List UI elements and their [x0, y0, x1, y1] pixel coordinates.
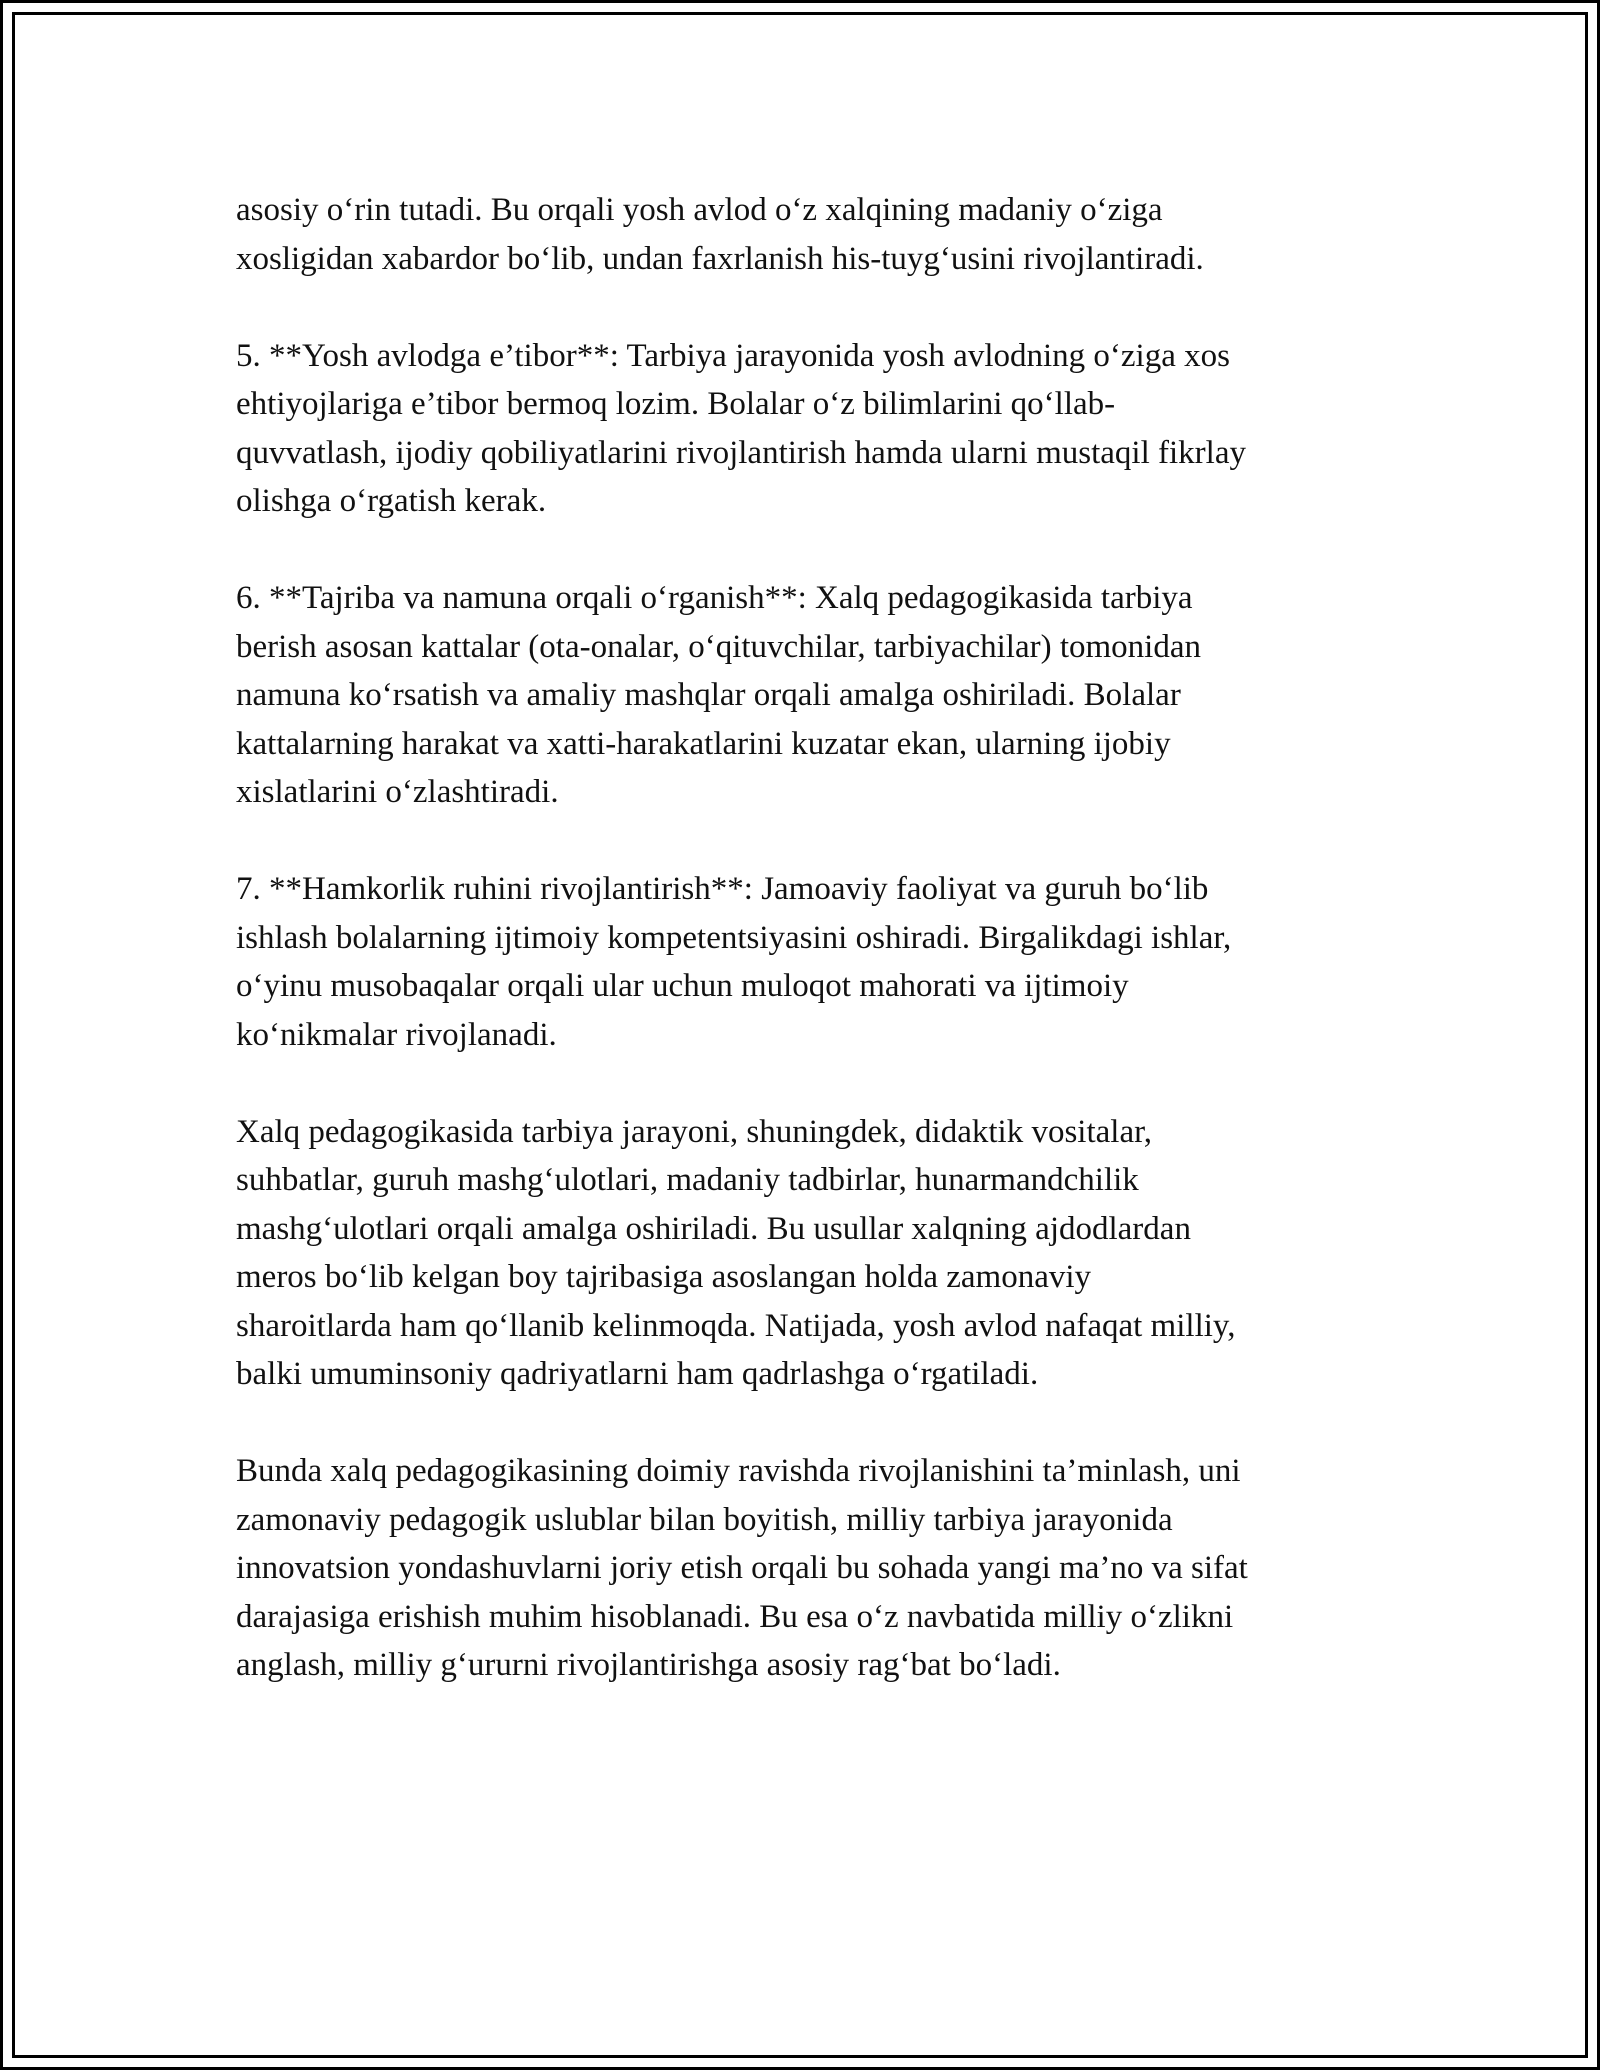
text-line: berish asosan kattalar (ota-onalar, o‘qituvchilar, tarbiyachilar) tomonidan	[236, 628, 1201, 665]
text-line: Bunda xalq pedagogikasining doimiy ravishda rivojlanishini ta’minlash, uni	[236, 1453, 1241, 1489]
text-line: anglash, milliy g‘ururni rivojlantirishga asosiy rag‘bat bo‘ladi.	[236, 1647, 1061, 1683]
paragraph-continuation	[236, 186, 1386, 283]
text-line: xosligidan xabardor bo‘lib, undan faxrlanish his-tuyg‘usini rivojlantiradi.	[236, 240, 1204, 277]
text-line: olishga o‘rgatish kerak.	[236, 483, 547, 519]
paragraph-methods	[236, 1108, 1386, 1399]
text-line: zamonaviy pedagogik uslublar bilan boyitish, milliy tarbiya jarayonida	[236, 1501, 1173, 1538]
text-line: namuna ko‘rsatish va amaliy mashqlar orqali amalga oshiriladi. Bolalar	[236, 677, 1181, 713]
text-line: 6. **Tajriba va namuna orqali o‘rganish**: Xalq pedagogikasida tarbiya	[236, 580, 1193, 616]
text-line: darajasiga erishish muhim hisoblanadi. Bu esa o‘z navbatida milliy o‘zlikni	[236, 1598, 1234, 1635]
document-body	[236, 186, 1386, 1738]
text-line: innovatsion yondashuvlarni joriy etish orqali bu sohada yangi ma’no va sifat	[236, 1550, 1248, 1586]
paragraph-conclusion	[236, 1447, 1386, 1690]
text-line: o‘yinu musobaqalar orqali ular uchun muloqot mahorati va ijtimoiy	[236, 968, 1129, 1004]
paragraph-item-5	[236, 332, 1386, 526]
text-line: xislatlarini o‘zlashtiradi.	[236, 774, 559, 810]
text-line: 5. **Yosh avlodga e’tibor**: Tarbiya jarayonida yosh avlodning o‘ziga xos	[236, 337, 1230, 374]
text-line: Xalq pedagogikasida tarbiya jarayoni, shuningdek, didaktik vositalar,	[236, 1113, 1153, 1150]
text-line: ehtiyojlariga e’tibor bermoq lozim. Bolalar o‘z bilimlarini qo‘llab-	[236, 386, 1116, 422]
text-line: sharoitlarda ham qo‘llanib kelinmoqda. Natijada, yosh avlod nafaqat milliy,	[236, 1307, 1236, 1344]
text-line: meros bo‘lib kelgan boy tajribasiga asoslangan holda zamonaviy	[236, 1259, 1092, 1295]
text-line: kattalarning harakat va xatti-harakatlarini kuzatar ekan, ularning ijobiy	[236, 725, 1171, 762]
text-line: quvvatlash, ijodiy qobiliyatlarini rivojlantirish hamda ularni mustaqil fikrlay	[236, 434, 1246, 471]
text-line: ishlash bolalarning ijtimoiy kompetentsiyasini oshiradi. Birgalikdagi ishlar,	[236, 919, 1232, 956]
paragraph-item-6	[236, 574, 1386, 817]
text-line: suhbatlar, guruh mashg‘ulotlari, madaniy tadbirlar, hunarmandchilik	[236, 1162, 1139, 1198]
paragraph-item-7	[236, 865, 1386, 1059]
text-line: mashg‘ulotlari orqali amalga oshiriladi. Bu usullar xalqning ajdodlardan	[236, 1210, 1191, 1247]
text-line: asosiy o‘rin tutadi. Bu orqali yosh avlod o‘z xalqining madaniy o‘ziga	[236, 192, 1163, 228]
text-line: ko‘nikmalar rivojlanadi.	[236, 1016, 557, 1053]
text-line: balki umuminsoniy qadriyatlarni ham qadrlashga o‘rgatiladi.	[236, 1356, 1039, 1392]
text-line: 7. **Hamkorlik ruhini rivojlantirish**: Jamoaviy faoliyat va guruh bo‘lib	[236, 871, 1209, 907]
